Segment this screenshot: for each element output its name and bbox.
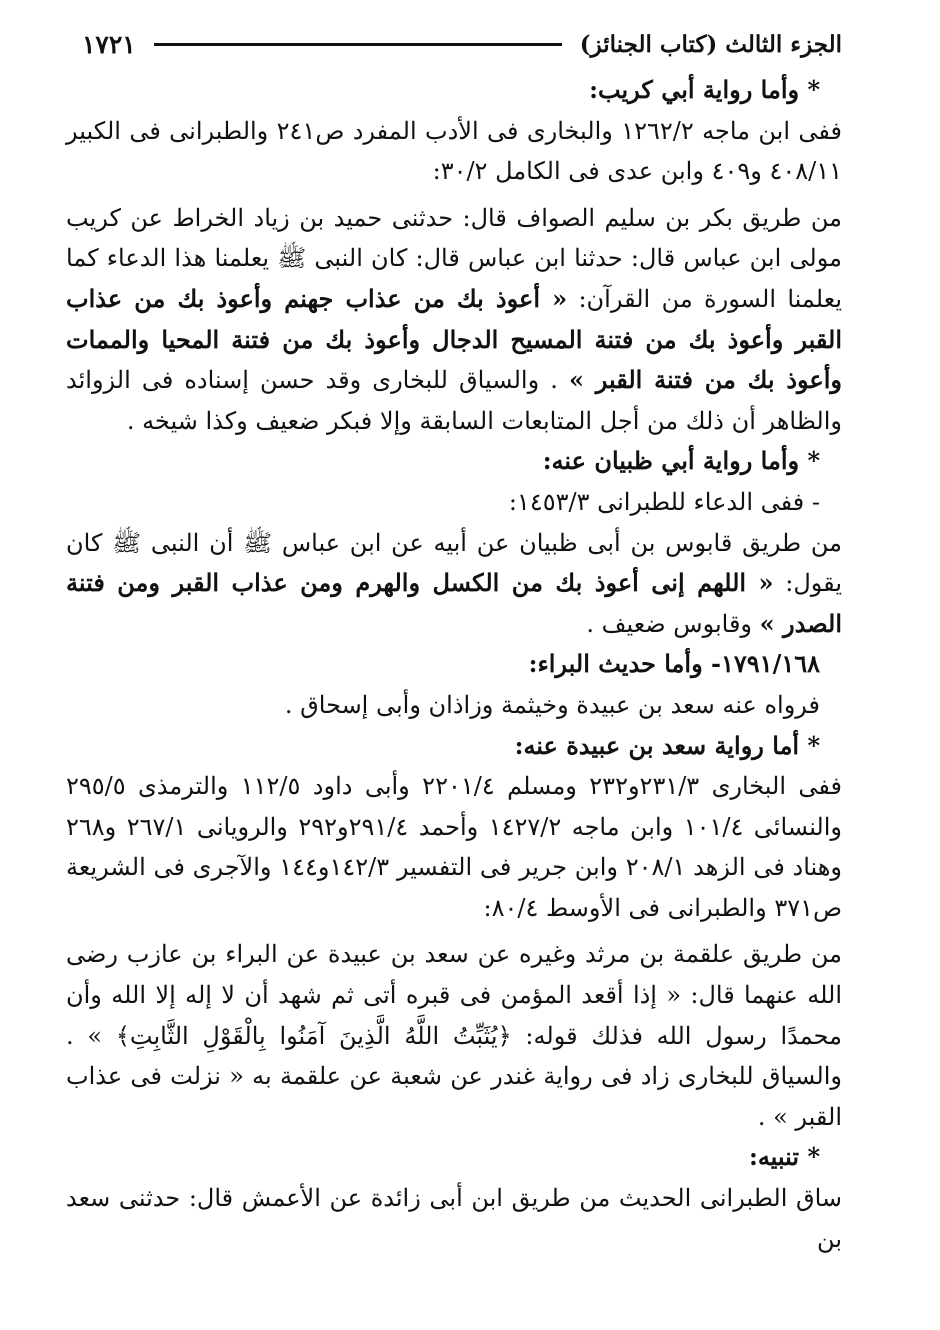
header-rule xyxy=(154,43,562,46)
paragraph xyxy=(66,198,842,442)
running-title: الجزء الثالث (كتاب الجنائز) xyxy=(579,30,842,58)
paragraph-text: وقابوس ضعيف . xyxy=(586,609,760,638)
paragraph-text: من طريق قابوس بن أبى ظبيان عن أبيه عن ابن عباس ﷺ أن النبى ﷺ كان يقول: xyxy=(66,528,843,598)
paragraph-text: من طريق علقمة بن مرثد وغيره عن سعد بن عبيدة عن البراء بن عازب رضى الله عنهما قال: « إذا أقعد المؤمن فى قبره أتى ثم شهد أن لا إله إلا الله وأن محمدًا رسول الله فذلك قوله: xyxy=(66,940,842,1050)
paragraph-text: . والسياق للبخارى وقد حسن إسناده فى الزوائد والظاهر أن ذلك من أجل المتابعات السابقة وإلا فبكر ضعيف وكذا شيخه . xyxy=(66,366,842,435)
section-heading: * تنبيه: xyxy=(748,1142,820,1172)
quran-quote: ﴿يُثَبِّتُ اللَّهُ الَّذِينَ آمَنُوا بِالْقَوْلِ الثَّابِتِ﴾ xyxy=(115,1021,512,1050)
paragraph: ساق الطبرانى الحديث من طريق ابن أبى زائدة عن الأعمش قال: حدثنى سعد بن xyxy=(66,1184,842,1253)
section-heading: * وأما رواية أبي كريب: xyxy=(589,75,820,104)
section-heading: * وأما رواية أبي ظبيان عنه: xyxy=(542,446,820,476)
paragraph: ففى البخارى ٢٣١/٣و٢٣٢ ومسلم ٢٢٠١/٤ وأبى داود ١١٢/٥ والترمذى ٢٩٥/٥ والنسائى ١٠١/٤ وابن ماجه ١٤٢٧/٢ وأحمد ٢٩١/٤و٢٩٢ والرويانى ٢٦٧/١ و٢٦٨ وهناد فى الزهد ٢٠٨/١ وابن جرير فى التفسير ١٤٢/٣و١٤٤ والآجرى فى الشريعة ص٣٧١ والطبرانى فى الأوسط ٨٠/٤: xyxy=(66,772,843,922)
paragraph xyxy=(66,934,842,1137)
section-heading: ١٧٩١/١٦٨- وأما حديث البراء: xyxy=(528,649,820,679)
paragraph: ففى ابن ماجه ١٢٦٢/٢ والبخارى فى الأدب المفرد ص٢٤١ والطبرانى فى الكبير ٤٠٨/١١ و٤٠٩ وابن عدى فى الكامل ٣٠/٢: xyxy=(66,116,842,186)
hadith-quote: « أعوذ بك من عذاب جهنم وأعوذ بك من عذاب القبر وأعوذ بك من فتنة المسيح الدجال وأعوذ بك من فتنة المحيا والممات وأعوذ بك من فتنة القبر » xyxy=(66,283,843,395)
source-line: فرواه عنه سعد بن عبيدة وخيثمة وزاذان وأبى إسحاق . xyxy=(284,690,820,719)
section-heading: * أما رواية سعد بن عبيدة عنه: xyxy=(514,730,820,760)
paragraph xyxy=(66,523,842,645)
paragraph-text: من طريق بكر بن سليم الصواف قال: حدثنى حميد بن زياد الخراط عن كريب مولى ابن عباس قال: حدثنا ابن عباس قال: كان النبى ﷺ يعلمنا هذا الدعاء كما يعلمنا السورة من القرآن: xyxy=(66,203,842,313)
paragraph-text: » . والسياق للبخارى زاد فى رواية غندر عن شعبة عن علقمة به « نزلت فى عذاب القبر » . xyxy=(66,1021,842,1131)
page-body xyxy=(66,70,842,1259)
page-number: ١٧٢١ xyxy=(82,29,136,59)
page-header xyxy=(82,24,842,64)
hadith-quote: « اللهم إنى أعوذ بك من الكسل والهرم ومن عذاب القبر ومن فتنة الصدر » xyxy=(66,568,842,638)
source-line: - ففى الدعاء للطبرانى ١٤٥٣/٣: xyxy=(508,487,820,516)
